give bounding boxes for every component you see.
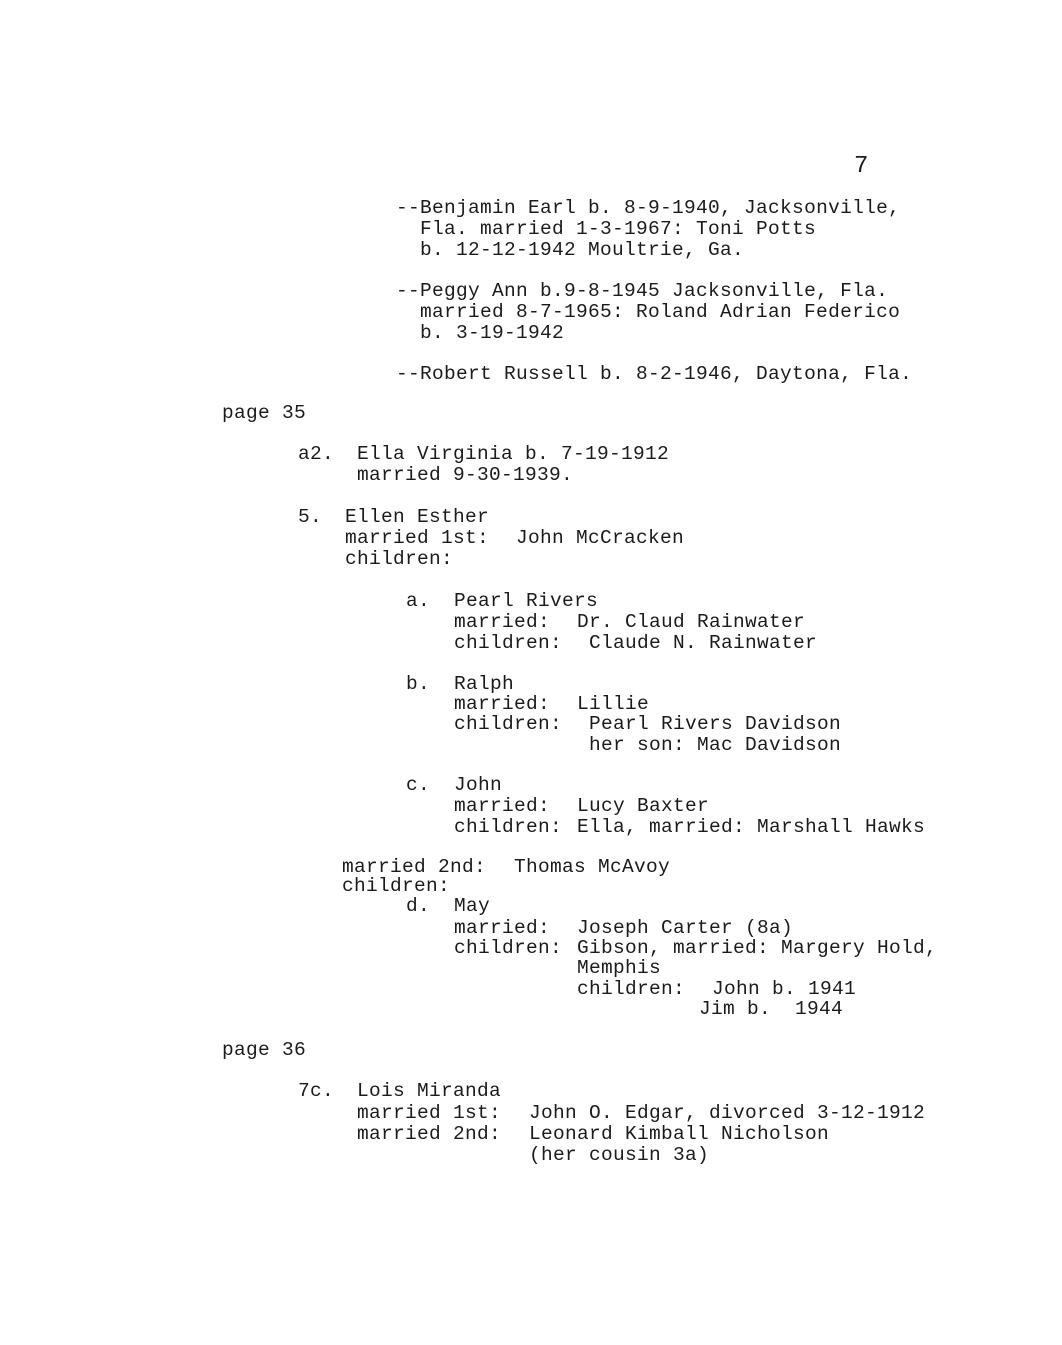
child-b-married-label: married: xyxy=(454,693,551,715)
grandchildren-label: children: xyxy=(577,978,686,1000)
item7c-married-2nd-value: Leonard Kimball Nicholson xyxy=(529,1123,830,1145)
child-a-marker: a. xyxy=(406,590,431,612)
entry-benjamin-line-3: b. 12-12-1942 Moultrie, Ga. xyxy=(420,239,745,261)
item5-marker: 5. xyxy=(298,506,323,528)
a2-marker: a2. xyxy=(298,443,335,465)
child-d-children-label: children: xyxy=(454,937,563,959)
entry-benjamin-line-1: --Benjamin Earl b. 8-9-1940, Jacksonville, xyxy=(396,197,901,219)
child-b-married-value: Lillie xyxy=(577,693,650,715)
item7c-married-2nd-label: married 2nd: xyxy=(357,1123,502,1145)
item5-name: Ellen Esther xyxy=(345,506,490,528)
entry-peggy-line-2: married 8-7-1965: Roland Adrian Federico xyxy=(420,301,901,323)
item7c-married-1st-label: married 1st: xyxy=(357,1102,502,1124)
child-a-name: Pearl Rivers xyxy=(454,590,599,612)
entry-peggy-line-3: b. 3-19-1942 xyxy=(420,322,565,344)
entry-robert-line-1: --Robert Russell b. 8-2-1946, Daytona, Fla. xyxy=(396,363,913,385)
entry-benjamin-line-2: Fla. married 1-3-1967: Toni Potts xyxy=(420,218,817,240)
child-d-name: May xyxy=(454,895,491,917)
grandchild-1: John b. 1941 xyxy=(712,978,857,1000)
child-d-children-value: Gibson, married: Margery Hold, xyxy=(577,937,938,959)
child-a-married-value: Dr. Claud Rainwater xyxy=(577,611,806,633)
entry-peggy-line-1: --Peggy Ann b.9-8-1945 Jacksonville, Fla. xyxy=(396,280,889,302)
child-c-married-label: married: xyxy=(454,795,551,817)
child-d-marker: d. xyxy=(406,895,431,917)
a2-line-1: Ella Virginia b. 7-19-1912 xyxy=(357,443,670,465)
child-c-children-value: Ella, married: Marshall Hawks xyxy=(577,816,926,838)
child-c-marker: c. xyxy=(406,774,431,796)
item7c-note: (her cousin 3a) xyxy=(529,1144,710,1166)
child-d-city: Memphis xyxy=(577,957,662,979)
child-d-married-label: married: xyxy=(454,917,551,939)
item5-married-1st-value: John McCracken xyxy=(516,527,685,549)
child-a-married-label: married: xyxy=(454,611,551,633)
item7c-name: Lois Miranda xyxy=(357,1080,502,1102)
child-d-married-value: Joseph Carter (8a) xyxy=(577,917,794,939)
item7c-married-1st-value: John O. Edgar, divorced 3-12-1912 xyxy=(529,1102,926,1124)
child-c-married-value: Lucy Baxter xyxy=(577,795,710,817)
child-b-children-label: children: xyxy=(454,713,563,735)
item5-married-2nd-value: Thomas McAvoy xyxy=(514,856,671,878)
child-c-children-label: children: xyxy=(454,816,563,838)
child-a-children-value: Claude N. Rainwater xyxy=(589,632,818,654)
item5-married-1st-label: married 1st: xyxy=(345,527,490,549)
grandchild-2: Jim b. 1944 xyxy=(699,998,844,1020)
child-b-marker: b. xyxy=(406,673,431,695)
item5-married-2nd-label: married 2nd: xyxy=(342,856,487,878)
page-36-label: page 36 xyxy=(222,1039,307,1061)
child-c-name: John xyxy=(454,774,503,796)
item5-children2-label: children: xyxy=(342,875,451,897)
child-b-extra: her son: Mac Davidson xyxy=(589,734,842,756)
child-a-children-label: children: xyxy=(454,632,563,654)
item5-children-label: children: xyxy=(345,548,454,570)
page-number: 7 xyxy=(854,153,869,180)
child-b-name: Ralph xyxy=(454,673,515,695)
page-35-label: page 35 xyxy=(222,402,307,424)
a2-line-2: married 9-30-1939. xyxy=(357,464,574,486)
item7c-marker: 7c. xyxy=(298,1080,335,1102)
child-b-children-value: Pearl Rivers Davidson xyxy=(589,713,842,735)
